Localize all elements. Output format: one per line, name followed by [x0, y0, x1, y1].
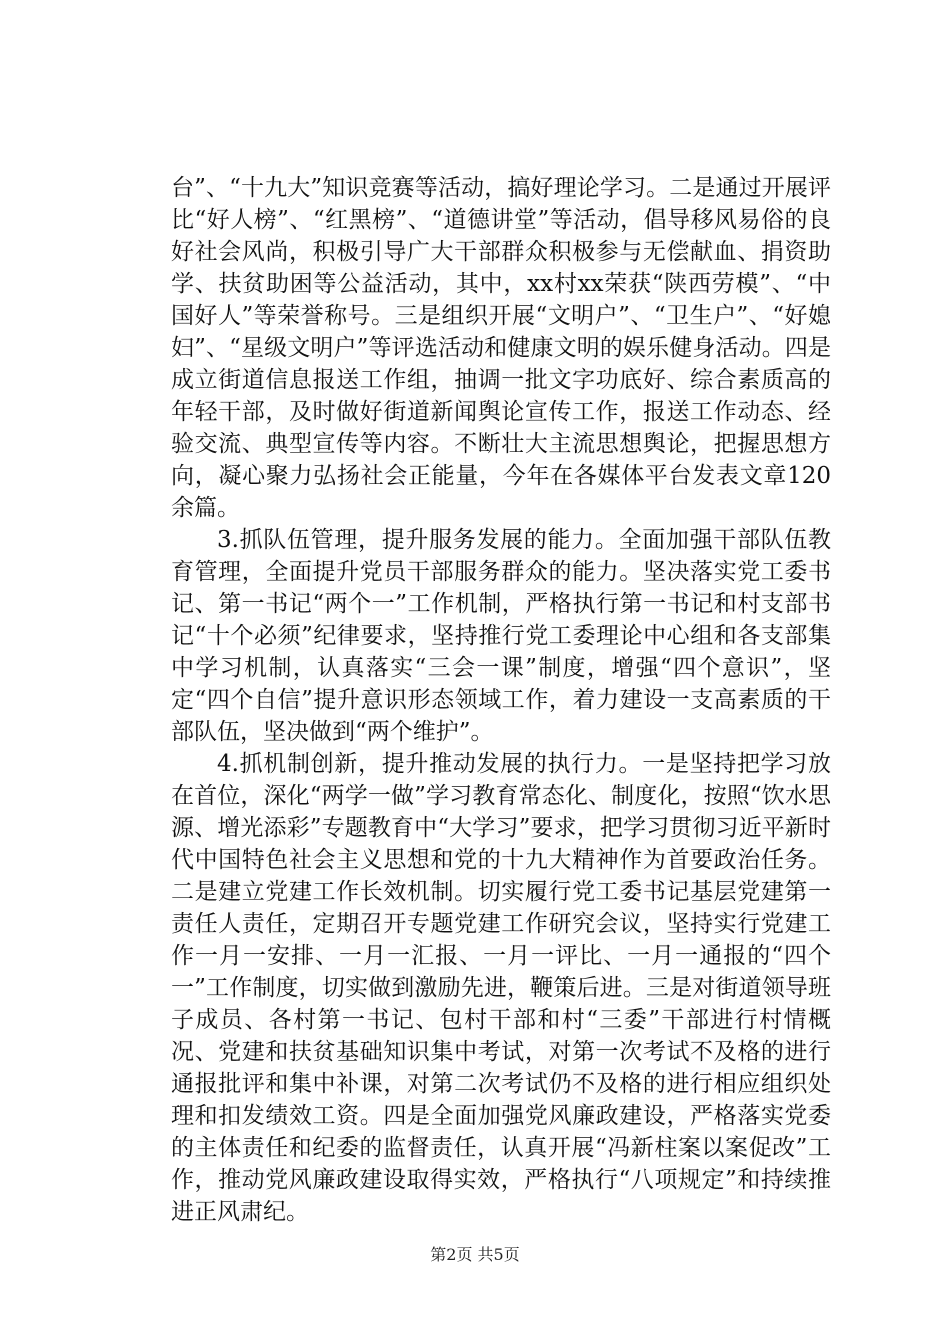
paragraph-mechanism-innovation: 4.抓机制创新，提升推动发展的执行力。一是坚持把学习放在首位，深化“两学一做”学习教育常态化、制度化，按照“饮水思源、增光添彩”专题教育中“大学习”要求，把学习贯彻习近平新时代中国特色社会主义思想和党的十九大精神作为首要政治任务。二是建立党建工作长效机制。切实履行党工委书记基层党建第一责任人责任，定期召开专题党建工作研究会议，坚持实行党建工作一月一安排、一月一汇报、一月一评比、一月一通报的“四个一”工作制度，切实做到激励先进，鞭策后进。三是对街道领导班子成员、各村第一书记、包村干部和村“三委”干部进行村情概况、党建和扶贫基础知识集中考试，对第一次考试不及格的进行通报批评和集中补课，对第二次考试仍不及格的进行相应组织处理和扣发绩效工资。四是全面加强党风廉政建设，严格落实党委的主体责任和纪委的监督责任，认真开展“冯新柱案以案促改”工作，推动党风廉政建设取得实效，严格执行“八项规定”和持续推进正风肃纪。: [171, 751, 831, 1225]
page-number-footer: 第2页 共5页: [430, 1245, 520, 1264]
paragraph-continuation: 台”、“十九大”知识竞赛等活动，搞好理论学习。二是通过开展评比“好人榜”、“红黑榜”、“道德讲堂”等活动，倡导移风易俗的良好社会风尚，积极引导广大干部群众积极参与无偿献血、捐资助学、扶贫助困等公益活动，其中，xx村xx荣获“陕西劳模”、“中国好人”等荣誉称号。三是组织开展“文明户”、“卫生户”、“好媳妇”、“星级文明户”等评选活动和健康文明的娱乐健身活动。四是成立街道信息报送工作组，抽调一批文字功底好、综合素质高的年轻干部，及时做好街道新闻舆论宣传工作，报送工作动态、经验交流、典型宣传等内容。不断壮大主流思想舆论，把握思想方向，凝心聚力弘扬社会正能量，今年在各媒体平台发表文章120余篇。: [171, 175, 831, 521]
paragraph-team-management: 3.抓队伍管理，提升服务发展的能力。全面加强干部队伍教育管理，全面提升党员干部服务群众的能力。坚决落实党工委书记、第一书记“两个一”工作机制，严格执行第一书记和村支部书记“十个必须”纪律要求，坚持推行党工委理论中心组和各支部集中学习机制，认真落实“三会一课”制度，增强“四个意识”，坚定“四个自信”提升意识形态领域工作，着力建设一支高素质的干部队伍，坚决做到“两个维护”。: [171, 527, 831, 745]
document-body: [171, 172, 831, 1228]
